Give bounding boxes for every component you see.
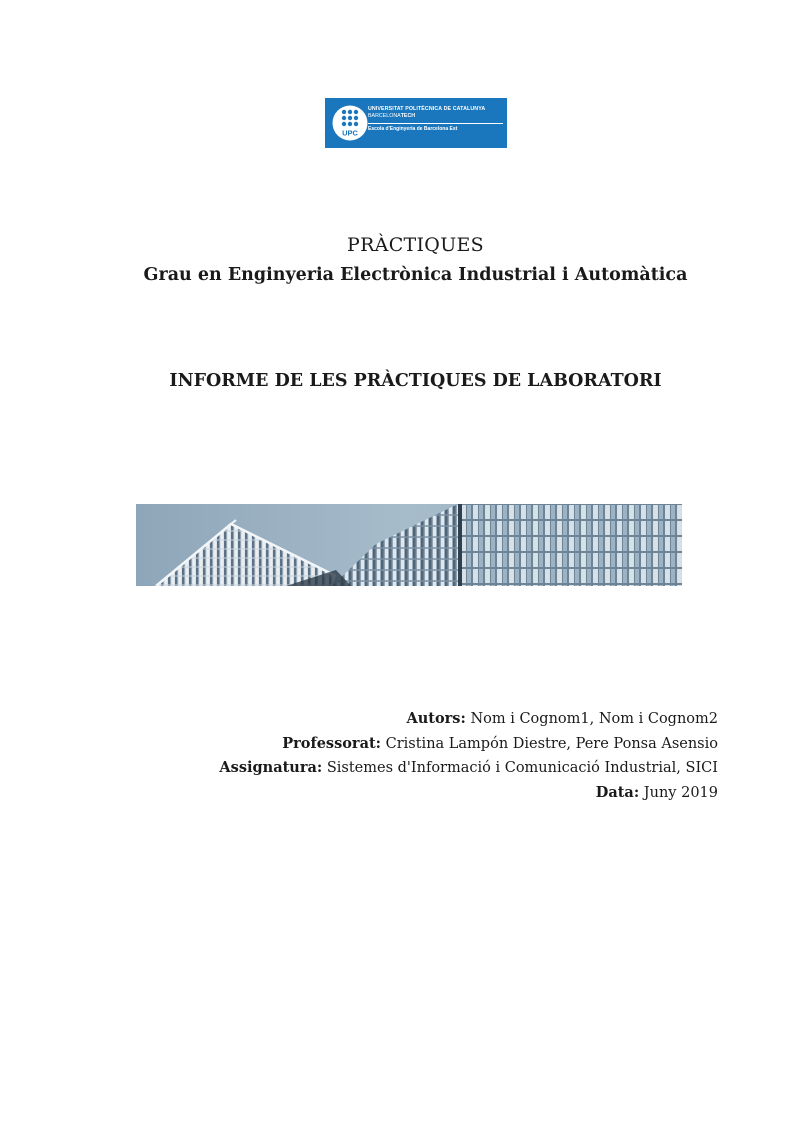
authors-row (219, 707, 718, 732)
university-name: UNIVERSITAT POLITÈCNICA DE CATALUNYA (368, 106, 486, 112)
subject-row (219, 756, 718, 781)
teachers-row (219, 732, 718, 757)
subject-value: Sistemes d'Informació i Comunicació Industrial, SICI (326, 760, 718, 776)
date-label: Data: (595, 783, 640, 801)
subject-label: Assignatura: (219, 759, 323, 776)
degree-title: Grau en Enginyeria Electrònica Industrial i Automàtica (143, 265, 688, 285)
upc-seal-icon (330, 103, 370, 143)
upc-seal-text: UPC (342, 128, 358, 138)
report-title: INFORME DE LES PRÀCTIQUES DE LABORATORI (169, 371, 662, 391)
barcelonatech-a: BARCELONA (368, 112, 401, 119)
date-value: Juny 2019 (643, 784, 718, 801)
upc-logo (325, 98, 507, 148)
authors-label: Autors: (406, 710, 466, 727)
logo-text-block (368, 107, 503, 132)
teachers-value: Cristina Lampón Diestre, Pere Ponsa Asensio (385, 735, 718, 752)
building-banner-image (136, 504, 682, 586)
building-facade-illustration (136, 504, 682, 586)
logo-divider (368, 123, 503, 124)
authors-value: Nom i Cognom1, Nom i Cognom2 (470, 711, 718, 727)
teachers-label: Professorat: (282, 734, 382, 752)
barcelonatech (368, 114, 503, 119)
school-name: Escola d'Enginyeria de Barcelona Est (368, 125, 458, 132)
page-subtitle: PRÀCTIQUES (346, 234, 484, 256)
barcelonatech-b: TECH (400, 112, 416, 119)
date-row (219, 781, 718, 806)
report-info (219, 707, 718, 805)
